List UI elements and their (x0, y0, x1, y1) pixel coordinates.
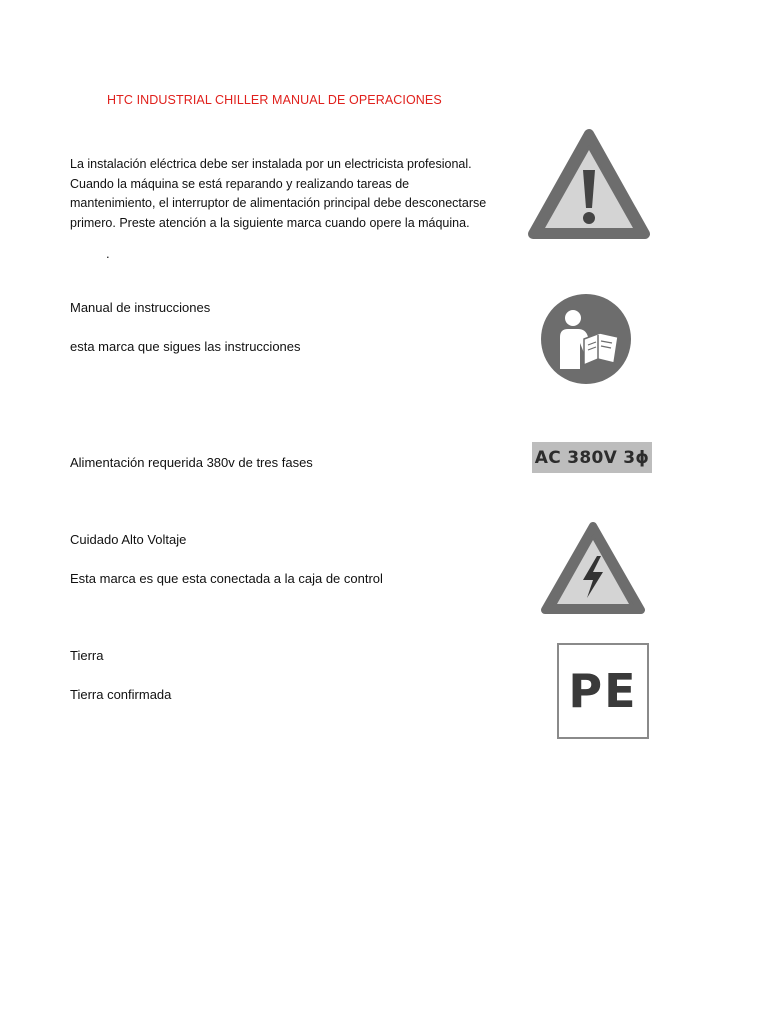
warning-triangle-icon (527, 128, 651, 242)
intro-line: primero. Preste atención a la siguiente marca cuando opere la máquina. (70, 215, 470, 230)
intro-paragraph (70, 155, 510, 233)
intro-line: La instalación eléctrica debe ser instalada por un electricista profesional. (70, 157, 472, 171)
manual-description: esta marca que sigues las instrucciones (70, 339, 301, 354)
high-voltage-heading: Cuidado Alto Voltaje (70, 532, 187, 547)
ac-380v-badge (532, 442, 652, 473)
ground-heading: Tierra (70, 648, 104, 663)
pe-ground-badge (557, 643, 649, 739)
intro-line: mantenimiento, el interruptor de alimentación principal debe desconectarse (70, 196, 487, 210)
ac-380v-label: AC 380V 3ϕ (534, 447, 650, 468)
high-voltage-icon (539, 520, 647, 618)
ground-description: Tierra confirmada (70, 687, 172, 702)
high-voltage-description: Esta marca es que esta conectada a la caja de control (70, 571, 383, 586)
pe-label: PE (568, 664, 638, 718)
read-manual-icon (540, 293, 632, 385)
power-heading: Alimentación requerida 380v de tres fases (70, 455, 313, 470)
intro-line: Cuando la máquina se está reparando y realizando tareas de (70, 176, 410, 191)
document-title: HTC INDUSTRIAL CHILLER MANUAL DE OPERACIONES (107, 93, 442, 107)
manual-heading: Manual de instrucciones (70, 300, 211, 315)
stray-dot: . (106, 246, 110, 261)
